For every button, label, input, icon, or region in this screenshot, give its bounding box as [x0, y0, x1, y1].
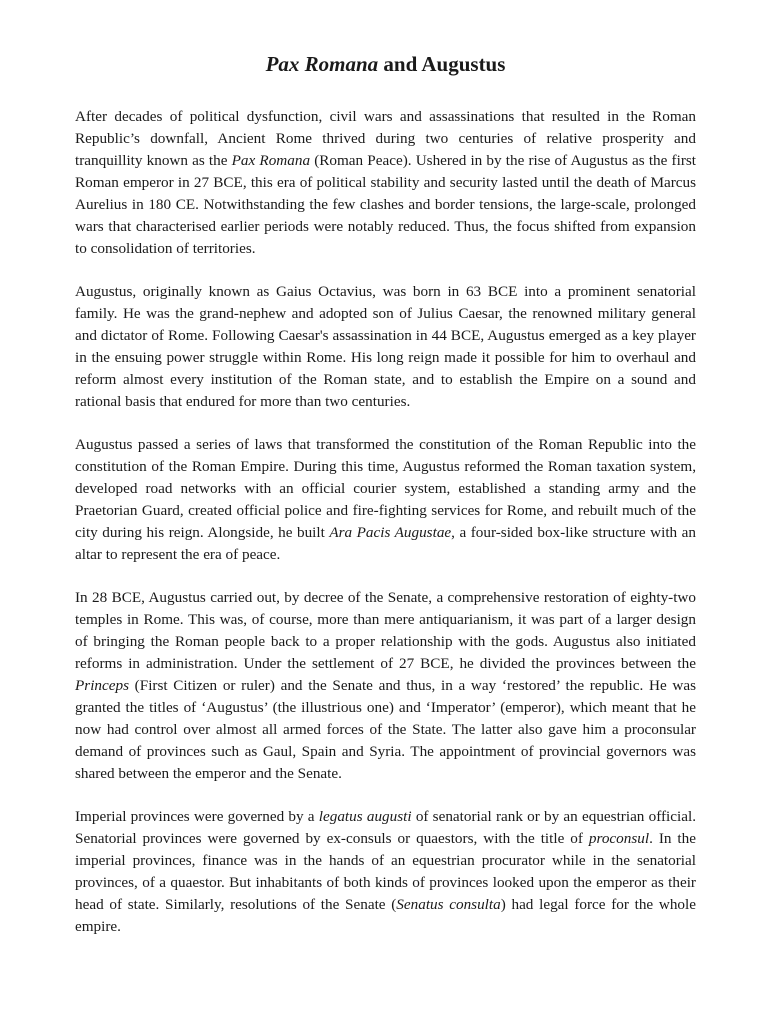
- paragraph-5-text-c: . In the imperial provinces, finance was in the hands of an equestrian procurator while in the senatorial provinces, of a quaestor. But inhabitants of both kinds of provinces looked upon the emperor as their head of state. Similarly, resolutions of the Senate (: [75, 830, 696, 913]
- paragraph-4-text-a: In 28 BCE, Augustus carried out, by decree of the Senate, a comprehensive restoration of eighty-two temples in Rome. This was, of course, more than mere antiquarianism, it was part of a larger design of bringing the Roman people back to a proper relationship with the gods. Augustus also initiated reforms in administration. Under the settlement of 27 BCE, he divided the provinces between the: [75, 589, 696, 672]
- title-rest: and Augustus: [378, 52, 506, 76]
- title-italic: Pax Romana: [265, 52, 379, 76]
- paragraph-1-text-b: (Roman Peace). Ushered in by the rise of Augustus as the first Roman emperor in 27 BCE, this era of political stability and security lasted until the death of Marcus Aurelius in 180 CE. Notwithstanding the few clashes and border tensions, the large-scale, prolonged wars that characterised earlier periods were notably reduced. Thus, the focus shifted from expansion to consolidation of territories.: [75, 152, 697, 257]
- paragraph-5-italic-c: Senatus consulta: [396, 896, 501, 913]
- paragraph-5-text-d: ) had legal force for the whole empire.: [75, 896, 696, 935]
- paragraph-4: [75, 587, 696, 785]
- paragraph-5-text-b: of senatorial rank or by an equestrian official. Senatorial provinces were governed by ex-consuls or quaestors, with the title of: [75, 808, 696, 847]
- paragraph-1-text-a: After decades of political dysfunction, civil wars and assassinations that resulted in the Roman Republic’s downfall, Ancient Rome thrived during two centuries of relative prosperity and tranquillity known as the: [75, 108, 696, 169]
- page-title: [75, 50, 696, 78]
- paragraph-5: [75, 806, 696, 938]
- paragraph-2: [75, 281, 696, 413]
- paragraph-2-text-a: Augustus, originally known as Gaius Octavius, was born in 63 BCE into a prominent senatorial family. He was the grand-nephew and adopted son of Julius Caesar, the renowned military general and dictator of Rome. Following Caesar's assassination in 44 BCE, Augustus emerged as a key player in the ensuing power struggle within Rome. His long reign made it possible for him to overhaul and reform almost every institution of the Roman state, and to establish the Empire on a sound and rational basis that endured for more than two centuries.: [75, 283, 696, 410]
- paragraph-5-text-a: Imperial provinces were governed by a: [75, 808, 319, 825]
- paragraph-3-italic-a: Ara Pacis Augustae: [329, 524, 452, 541]
- paragraph-5-italic-a: legatus augusti: [318, 808, 412, 825]
- paragraph-1-italic-a: Pax Romana: [231, 152, 311, 169]
- paragraph-1: [75, 106, 696, 260]
- paragraph-5-italic-b: proconsul: [588, 830, 650, 847]
- paragraph-4-italic-a: Princeps: [75, 677, 129, 694]
- paragraph-4-text-b: (First Citizen or ruler) and the Senate and thus, in a way ‘restored’ the republic. He was granted the titles of ‘Augustus’ (the illustrious one) and ‘Imperator’ (emperor), which meant that he now had control over almost all armed forces of the State. The latter also gave him a proconsular demand of provinces such as Gaul, Spain and Syria. The appointment of provincial governors was shared between the emperor and the Senate.: [75, 677, 696, 782]
- paragraph-3-text-b: , a four-sided box-like structure with an altar to represent the era of peace.: [75, 524, 696, 563]
- paragraph-3: [75, 434, 696, 566]
- paragraph-3-text-a: Augustus passed a series of laws that transformed the constitution of the Roman Republic into the constitution of the Roman Empire. During this time, Augustus reformed the Roman taxation system, developed road networks with an official courier system, established a standing army and the Praetorian Guard, created official police and fire-fighting services for Rome, and rebuilt much of the city during his reign. Alongside, he built: [75, 436, 696, 541]
